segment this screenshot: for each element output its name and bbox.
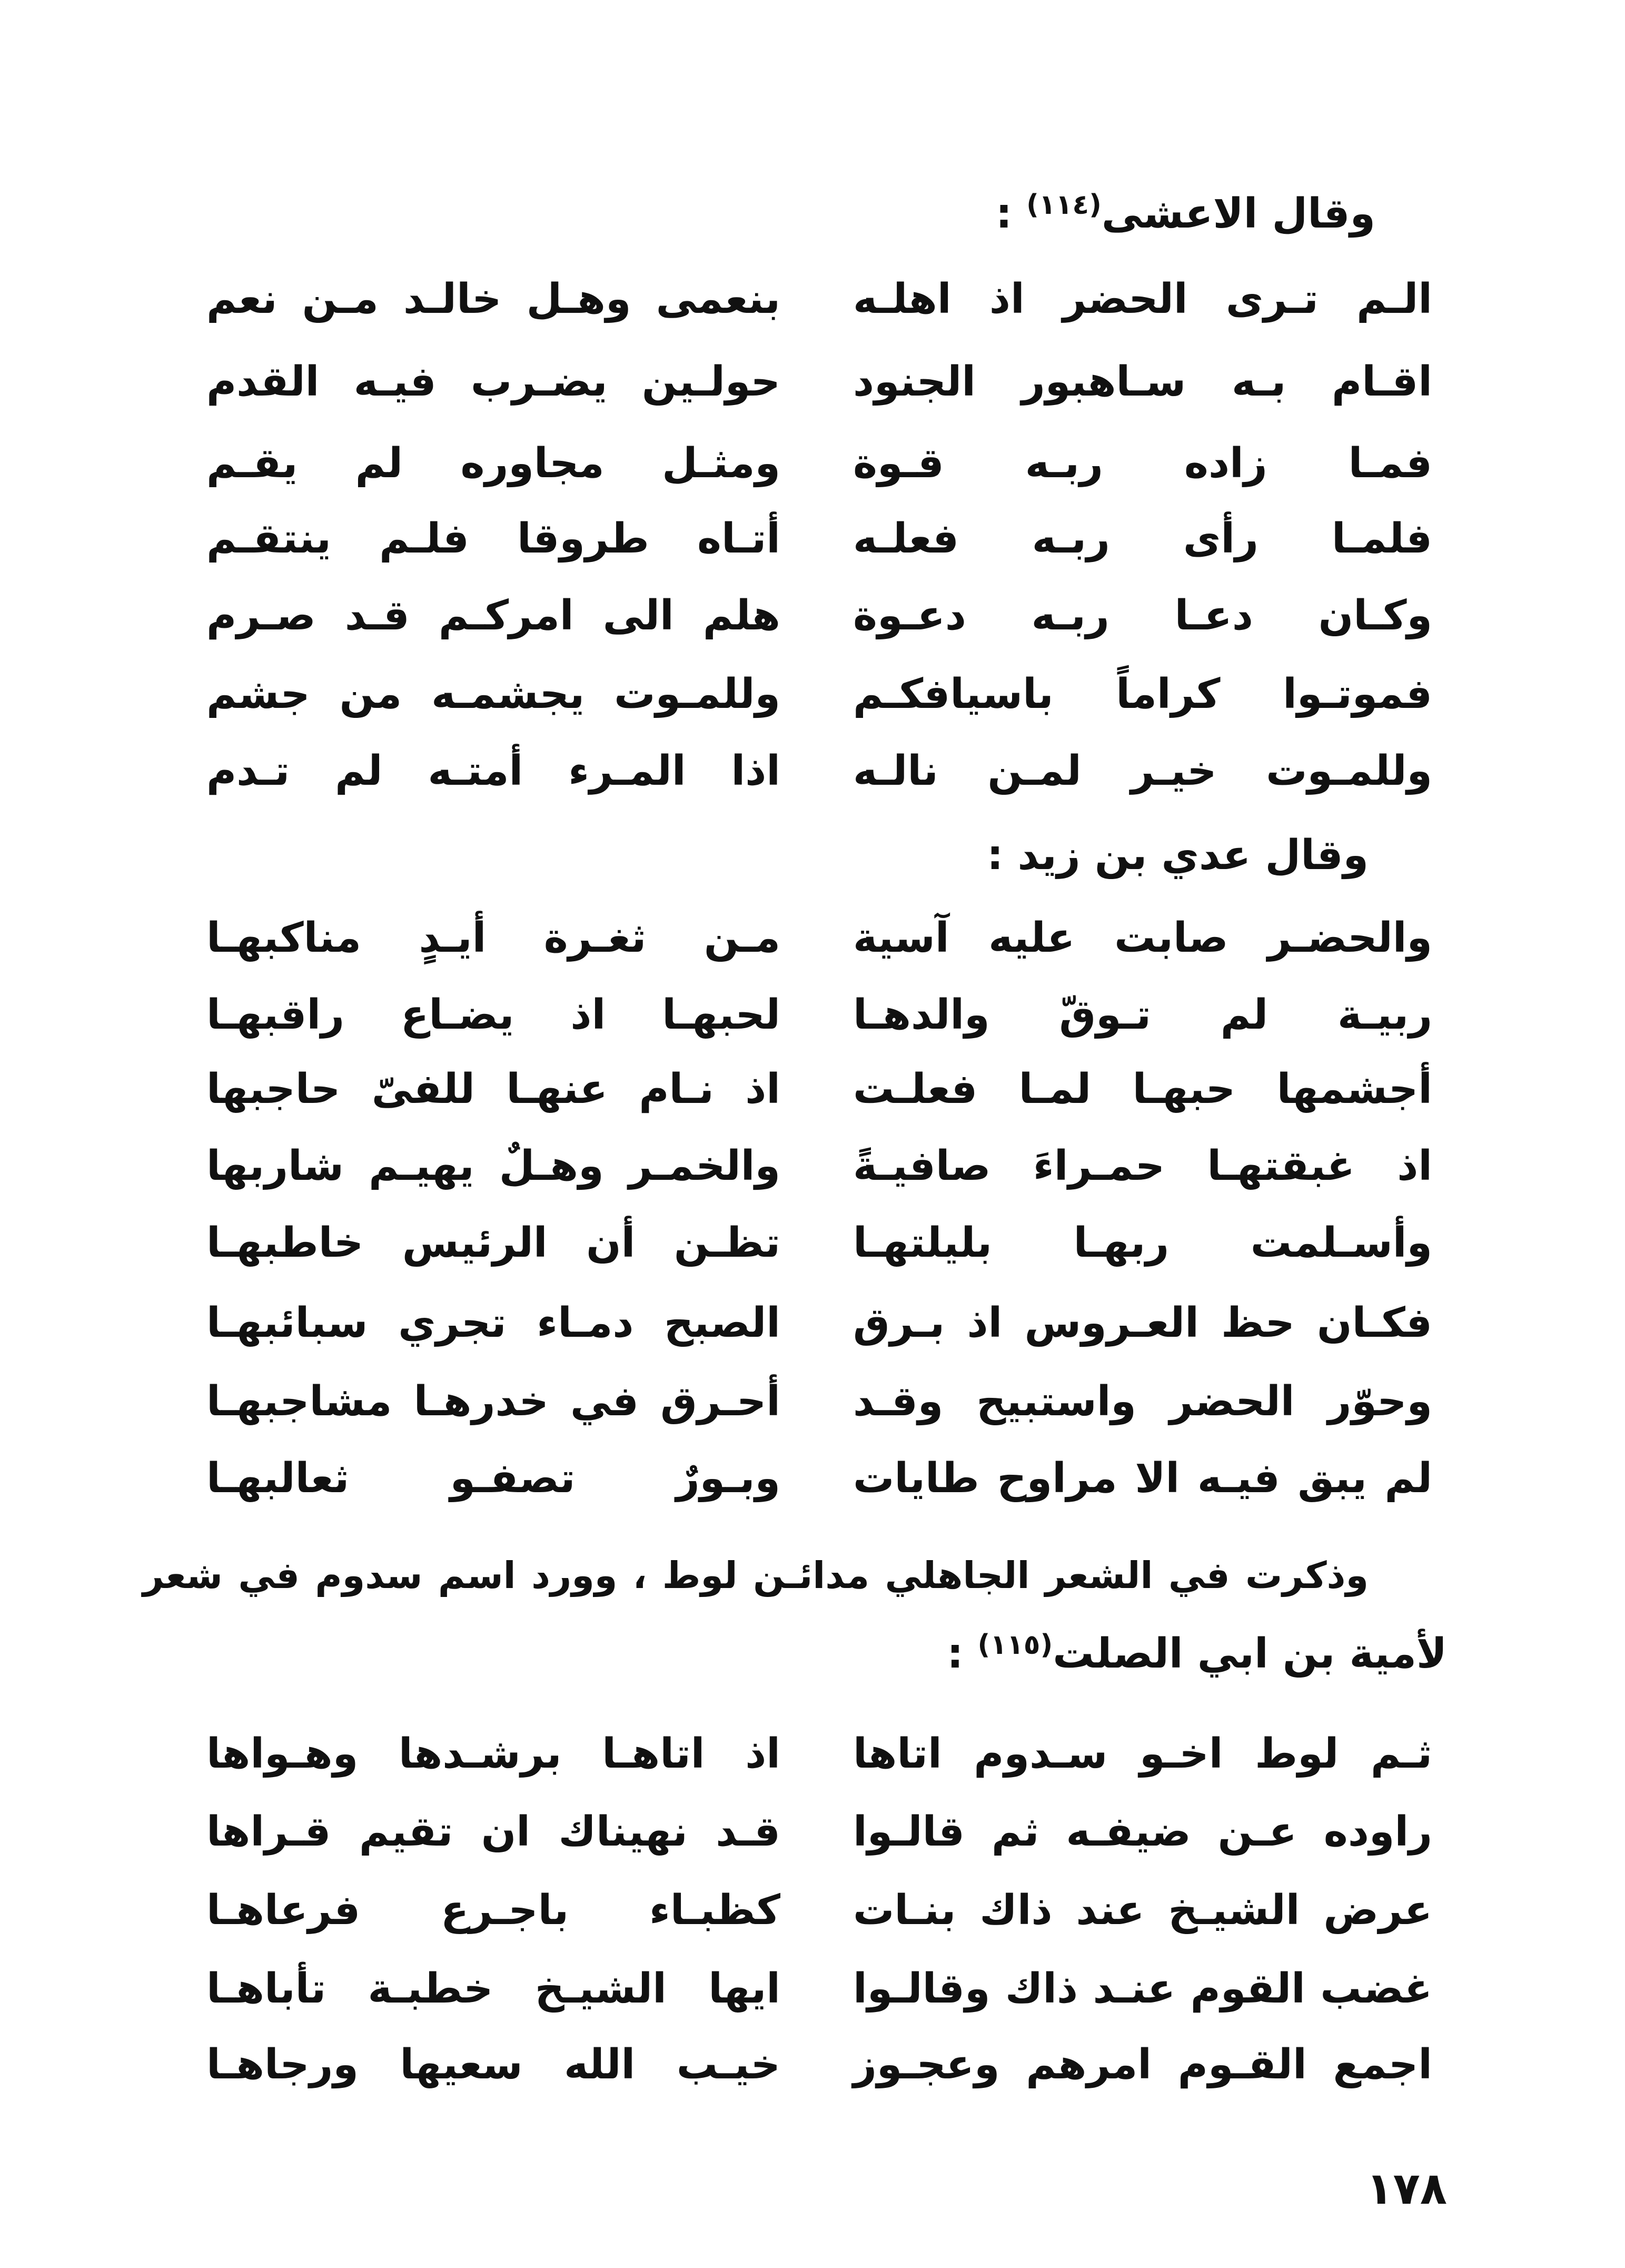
hemistich-second: تظـن أن الرئيس خاطبهـا: [206, 1219, 780, 1267]
verse: [0, 1206, 1625, 1280]
hemistich-first: راوده عـن ضيفـه ثم قالـوا: [853, 1808, 1432, 1856]
hemistich-second: اذ نـام عنهـا للفىّ حاجبها: [206, 1066, 780, 1113]
hemistich-second: اذا المـرء أمتـه لم تـدم: [206, 747, 780, 795]
hemistich-second: أحـرق في خدرهـا مشاجبهـا: [206, 1378, 780, 1425]
hemistich-first: وللمـوت خيـر لمـن نالـه: [853, 747, 1432, 795]
poem-heading-asha: [996, 177, 1375, 251]
verse: [0, 657, 1625, 731]
verse: [0, 1873, 1625, 1947]
hemistich-first: ربيـة لم تـوقّ والدهـا: [853, 991, 1432, 1039]
hemistich-first: ثـم لوط اخـو سـدوم اتاها: [853, 1730, 1432, 1778]
verse: [0, 1795, 1625, 1869]
verse: [0, 978, 1625, 1052]
verse: [0, 579, 1625, 653]
hemistich-second: هلم الى امركـم قـد صـرم: [206, 592, 780, 639]
hemistich-first: غضب القوم عنـد ذاك وقالـوا: [853, 1965, 1432, 2013]
hemistich-first: أجشمها حبهـا لمـا فعلـت: [853, 1066, 1432, 1113]
hemistich-second: خيـب الله سعيها ورجاهـا: [206, 2041, 780, 2088]
hemistich-first: فموتـوا كراماً باسيافكـم: [853, 670, 1432, 718]
hemistich-first: اقـام بـه سـاهبور الجنود: [853, 358, 1432, 406]
hemistich-second: الصبح دمـاء تجري سبائبهـا: [206, 1299, 780, 1347]
verse: [0, 1129, 1625, 1203]
hemistich-second: لحبهـا اذ يضـاع راقبهـا: [206, 991, 780, 1039]
hemistich-second: حولـين يضـرب فيـه القدم: [206, 358, 780, 406]
verse: [0, 901, 1625, 975]
prose-line: وذكرت في الشعر الجاهلي مدائـن لوط ، وورد اسم سدوم في شعر: [143, 1554, 1369, 1597]
hemistich-second: والخمـر وهـلٌ يهيـم شاربها: [206, 1142, 780, 1190]
hemistich-first: وكـان دعـا ربـه دعـوة: [853, 592, 1432, 639]
poet-intro: وقال الاعشى: [1101, 190, 1375, 238]
hemistich-second: ومثـل مجاوره لم يقـم: [206, 440, 780, 487]
verse: [0, 2028, 1625, 2102]
hemistich-second: قـد نهيناك ان تقيم قـراها: [206, 1808, 780, 1856]
verse: [0, 1286, 1625, 1360]
hemistich-second: اذ اتاهـا برشـدها وهـواها: [206, 1730, 780, 1778]
footnote-ref: (١١٥): [977, 1629, 1053, 1661]
hemistich-first: والحضـر صابت عليه آسية: [853, 914, 1432, 962]
hemistich-first: الـم تـرى الحضر اذ اهلـه: [853, 275, 1432, 323]
hemistich-first: اذ غبقتهـا حمـراءَ صافيـةً: [853, 1142, 1432, 1190]
hemistich-first: اجمع القـوم امرهم وعجـوز: [853, 2041, 1432, 2088]
verse: [0, 1052, 1625, 1126]
poet-intro: وقال عدي بن زيد :: [987, 832, 1369, 879]
hemistich-first: وأسـلمت ربهـا بليلتهـا: [853, 1219, 1432, 1267]
hemistich-first: فكـان حظ العـروس اذ بـرق: [853, 1299, 1432, 1347]
hemistich-first: فمـا زاده ربـه قـوة: [853, 440, 1432, 487]
footnote-ref: (١١٤): [1026, 189, 1102, 221]
poet-intro: لأمية بن ابي الصلت: [1053, 1630, 1447, 1678]
verse: [0, 1952, 1625, 2026]
verse: [0, 1717, 1625, 1791]
heading-colon: :: [947, 1630, 978, 1678]
hemistich-second: مـن ثغـرة أيـدٍ مناكبهـا: [206, 914, 780, 962]
verse: [0, 734, 1625, 808]
hemistich-first: وحوّر الحضر واستبيح وقـد: [853, 1378, 1432, 1425]
hemistich-second: وللمـوت يجشمـه من جشم: [206, 670, 780, 718]
hemistich-second: ايها الشيـخ خطبـة تأباهـا: [206, 1965, 780, 2013]
hemistich-second: وبـورٌ تصفـو ثعالبهـا: [206, 1455, 780, 1502]
verse: [0, 1365, 1625, 1438]
poem-heading-umayya: [947, 1617, 1447, 1691]
hemistich-first: فلمـا رأى ربـه فعلـه: [853, 515, 1432, 563]
heading-colon: :: [995, 190, 1027, 238]
verse: [0, 262, 1625, 336]
hemistich-second: أتـاه طروقا فلـم ينتقـم: [206, 515, 780, 563]
hemistich-first: لم يبق فيـه الا مراوح طايات: [853, 1455, 1432, 1502]
hemistich-second: كظبـاء باجـرع فرعاهـا: [206, 1887, 780, 1934]
hemistich-second: بنعمى وهـل خالـد مـن نعم: [206, 275, 780, 323]
hemistich-first: عرض الشيـخ عند ذاك بنـات: [853, 1887, 1432, 1934]
verse: [0, 427, 1625, 500]
poem-heading-adi: [987, 819, 1369, 892]
verse: [0, 502, 1625, 576]
verse: [0, 1442, 1625, 1515]
verse: [0, 345, 1625, 419]
page-number: ١٧٨: [1366, 2163, 1447, 2214]
